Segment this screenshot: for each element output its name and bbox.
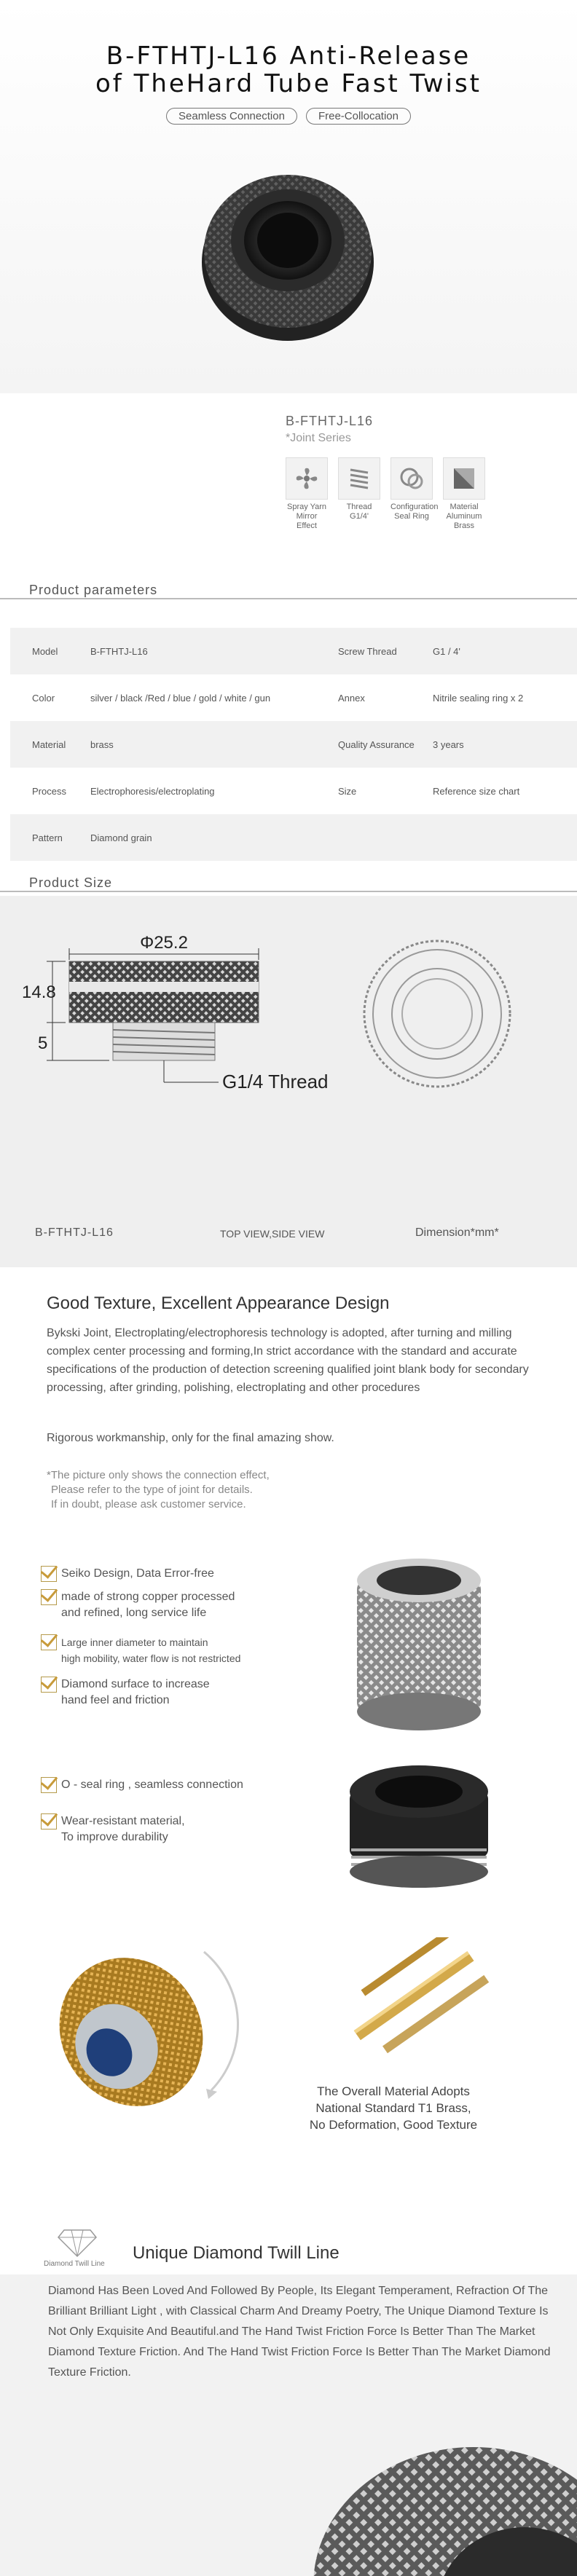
diamond-body: Diamond Has Been Loved And Followed By People, Its Elegant Temperament, Refraction Of The Brilliant Brilliant Light , with Classical Charm And Dreamy Poetry, The Unique Diamond Texture Is Not Only Exquisite And Beautiful.and The Hand Twist Friction Force Is Better Than The Market Diamond Texture Friction. And The Hand Twist Friction Force Is Better Than The Market Diamond Texture Friction.	[48, 2285, 551, 2379]
params-table	[10, 628, 577, 861]
check-text	[61, 1677, 210, 1709]
check-text-line2: To improve durability	[61, 1831, 168, 1843]
size-diagram	[0, 896, 577, 1267]
table-row	[10, 721, 577, 768]
check-text-line1: Large inner diameter to maintain	[61, 1636, 208, 1648]
check-item	[41, 1589, 235, 1621]
caption-model: B-FTHTJ-L16	[35, 1226, 114, 1239]
dimension-drawing	[0, 896, 577, 1216]
thread-label: G1/4 Thread	[222, 1071, 329, 1092]
brass-caption-line2: National Standard T1 Brass,	[315, 2101, 471, 2115]
brass-caption-line1: The Overall Material Adopts	[317, 2084, 470, 2098]
params-heading	[0, 583, 577, 599]
texture-body: Bykski Joint, Electroplating/electrophoresis technology is adopted, after turning and milling complex center processing and forming,In strict accordance with the standard and accurate specifications of the production of detection screening qualified joint blank body for secondary processing, after grinding, polishing, electroplating and other procedures	[47, 1327, 529, 1394]
feature-thread	[338, 457, 380, 531]
check-item	[41, 1777, 243, 1793]
size-heading-text: Product Size	[29, 875, 113, 890]
param-key: Pattern	[32, 832, 63, 843]
check-text-line2: and refined, long service life	[61, 1607, 207, 1619]
feature-seal-label2: Seal Ring	[394, 512, 429, 521]
feature-material-label1: Material	[450, 503, 479, 511]
check-item	[41, 1634, 240, 1666]
param-value: 3 years	[433, 738, 464, 750]
param-key: Annex	[338, 692, 365, 704]
caption-unit: Dimension*mm*	[415, 1226, 499, 1239]
texture-note	[47, 1468, 338, 1512]
check-item	[41, 1677, 210, 1709]
black-fitting-image	[335, 1748, 503, 1894]
texture-workmanship: Rigorous workmanship, only for the final amazing show.	[47, 1432, 334, 1444]
table-row	[10, 674, 577, 721]
material-icon	[443, 457, 485, 500]
param-value: Nitrile sealing ring x 2	[433, 692, 524, 704]
table-row	[10, 628, 577, 674]
series-code: B-FTHTJ-L16	[286, 414, 374, 428]
top-view-drawing	[364, 941, 510, 1087]
feature-thread-label2: G1/4'	[350, 512, 369, 521]
thread-icon	[338, 457, 380, 500]
note-line3: If in doubt, please ask customer service.	[51, 1498, 246, 1510]
table-row	[10, 768, 577, 814]
hero-title-line1: B-FTHTJ-L16 Anti-Release	[106, 42, 471, 71]
param-key: Screw Thread	[338, 645, 397, 657]
dim-width: Φ25.2	[140, 933, 188, 953]
hero-section	[0, 0, 577, 393]
silver-fitting-image	[335, 1551, 503, 1741]
check-icon	[41, 1777, 57, 1793]
check-icon	[41, 1589, 57, 1605]
dim-thread-height: 5	[38, 1033, 48, 1053]
param-key: Quality Assurance	[338, 738, 415, 750]
check-item	[41, 1566, 214, 1582]
check-icon	[41, 1813, 57, 1829]
fitting-product-image	[189, 153, 386, 350]
check-text-line1: made of strong copper processed	[61, 1591, 235, 1603]
check-icon	[41, 1634, 57, 1650]
note-line2: Please refer to the type of joint for details.	[51, 1484, 253, 1496]
param-key: Color	[32, 692, 55, 704]
brass-caption	[299, 2083, 488, 2133]
texture-title: Good Texture, Excellent Appearance Design	[47, 1293, 390, 1313]
note-line1: *The picture only shows the connection effect,	[47, 1469, 270, 1481]
diamond-icon-label: Diamond Twill Line	[44, 2260, 105, 2268]
check-text-line1: Wear-resistant material,	[61, 1815, 185, 1827]
fan-icon	[286, 457, 328, 500]
caption-view: TOP VIEW,SIDE VIEW	[220, 1228, 325, 1240]
check-text	[61, 1634, 240, 1666]
check-icon	[41, 1566, 57, 1582]
feature-spray-label2: Mirror Effect	[296, 512, 318, 530]
check-item	[41, 1813, 185, 1846]
check-text	[61, 1589, 235, 1621]
check-icon	[41, 1677, 57, 1693]
params-heading-text: Product parameters	[29, 583, 158, 597]
check-text-line1: Diamond surface to increase	[61, 1678, 210, 1690]
param-value: B-FTHTJ-L16	[90, 645, 148, 657]
feature-icons	[286, 457, 485, 531]
diamond-title: Unique Diamond Twill Line	[133, 2243, 339, 2263]
feature-thread-label1: Thread	[346, 503, 372, 511]
hero-tags	[0, 108, 577, 125]
brass-caption-line3: No Deformation, Good Texture	[309, 2118, 478, 2132]
param-key: Size	[338, 785, 357, 797]
tag-free-collocation: Free-Collocation	[306, 108, 411, 125]
param-key: Material	[32, 738, 66, 750]
hero-title	[0, 0, 577, 98]
param-value: brass	[90, 738, 114, 750]
diamond-icon	[57, 2221, 98, 2258]
feature-spray	[286, 457, 328, 531]
feature-material	[443, 457, 485, 531]
series-subtitle: *Joint Series	[286, 432, 351, 444]
size-heading	[0, 875, 577, 892]
param-key: Model	[32, 645, 58, 657]
series-info	[286, 414, 373, 445]
param-value: Electrophoresis/electroplating	[90, 785, 215, 797]
param-value: G1 / 4'	[433, 645, 460, 657]
check-text: O - seal ring , seamless connection	[61, 1779, 243, 1791]
param-value: silver / black /Red / blue / gold / white / gun	[90, 692, 271, 704]
feature-spray-label1: Spray Yarn	[286, 503, 326, 511]
seal-ring-icon	[390, 457, 433, 500]
param-key: Process	[32, 785, 66, 797]
hero-title-line2: of TheHard Tube Fast Twist	[95, 69, 482, 98]
dim-height: 14.8	[22, 982, 56, 1002]
feature-seal-label1: Configuration	[390, 503, 439, 511]
param-value: Reference size chart	[433, 785, 520, 797]
tag-seamless: Seamless Connection	[166, 108, 297, 125]
gold-fitting-image	[29, 1923, 248, 2141]
check-text	[61, 1813, 185, 1846]
table-row	[10, 814, 577, 861]
check-text: Seiko Design, Data Error-free	[61, 1567, 214, 1580]
check-text-line2: high mobility, water flow is not restricted	[61, 1653, 241, 1664]
knurled-closeup-image	[306, 2418, 577, 2576]
param-value: Diamond grain	[90, 832, 152, 843]
feature-material-label2: Aluminum Brass	[446, 512, 482, 530]
feature-seal	[390, 457, 439, 531]
check-text-line2: hand feel and friction	[61, 1694, 170, 1706]
brass-rods-image	[328, 1937, 510, 2068]
